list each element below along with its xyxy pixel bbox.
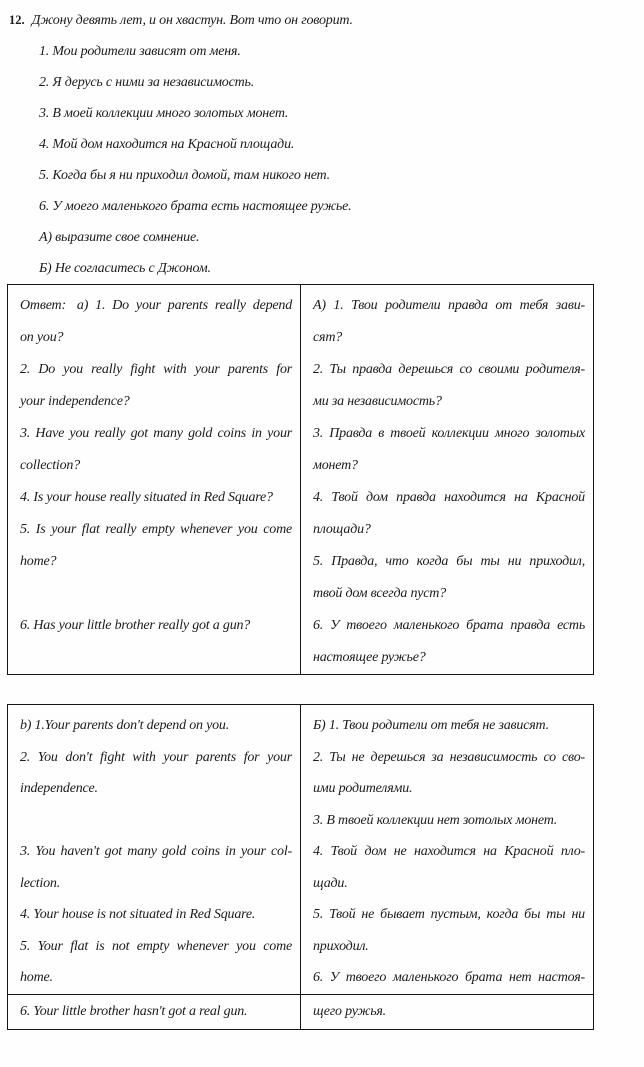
answer-label: Ответ:	[20, 298, 66, 313]
english-line: b) 1.Your parents don't depend on you.	[20, 718, 230, 733]
task-number: 12.	[9, 13, 25, 27]
english-line: lection.	[20, 875, 60, 891]
task-option-a: А) выразите свое сомнение.	[39, 230, 200, 245]
english-line: home.	[20, 970, 53, 985]
english-line: 2. You don't fight with your parents for your	[20, 749, 292, 765]
english-line: 6. Has your little brother really got a gun?	[20, 618, 251, 633]
task-item-2: 2. Я дерусь с ними за независимость.	[39, 75, 254, 90]
task-item-5: 5. Когда бы я ни приходил домой, там никого нет.	[39, 168, 330, 183]
russian-line: площади?	[313, 522, 371, 537]
english-line: collection?	[20, 458, 81, 473]
english-line: independence.	[20, 781, 98, 796]
russian-line: 5. Правда, что когда бы ты ни приходил,	[313, 554, 585, 569]
english-line: 6. Your little brother hasn't got a real gun.	[20, 1003, 248, 1019]
english-line	[20, 642, 292, 674]
task-section	[0, 0, 644, 284]
english-line: 3. You haven't got many gold coins in your col-	[20, 844, 292, 859]
table-row	[8, 994, 594, 1029]
task-option-b: Б) Не согласитесь с Джоном.	[39, 261, 211, 276]
english-line: 3. Have you really got many gold coins in your	[20, 426, 292, 441]
russian-line: 3. В твоей коллекции нет зотолых монет.	[313, 812, 558, 828]
task-item-3: 3. В моей коллекции много золотых монет.	[39, 106, 289, 121]
table-a-russian-cell	[301, 285, 594, 675]
english-line: on you?	[20, 330, 64, 345]
russian-line: настоящее ружье?	[313, 650, 426, 665]
english-line: 5. Is your flat really empty whenever you come	[20, 522, 292, 537]
english-line	[20, 578, 292, 610]
english-line	[20, 805, 292, 837]
task-item-1: 1. Мои родители зависят от меня.	[39, 44, 241, 59]
table-row	[8, 705, 594, 995]
english-line: 5. Your flat is not empty whenever you come	[20, 938, 292, 954]
russian-line: А) 1. Твои родители правда от тебя зави-	[313, 298, 585, 313]
task-statement	[0, 5, 644, 36]
task-item-6: 6. У моего маленького брата есть настоящее ружье.	[39, 199, 352, 214]
answers-table-disagree	[7, 704, 594, 1030]
english-line: 4. Your house is not situated in Red Square.	[20, 907, 256, 922]
english-line: 4. Is your house really situated in Red Square?	[20, 490, 273, 505]
russian-line: 6. У твоего маленького брата правда есть	[313, 618, 585, 633]
russian-line: щего ружья.	[313, 1003, 386, 1019]
english-line-text: а) 1. Do your parents really depend	[76, 298, 292, 313]
english-line: home?	[20, 554, 57, 569]
russian-line: Б) 1. Твои родители от тебя не зависят.	[313, 718, 549, 733]
russian-line: 5. Твой не бывает пустым, когда бы ты ни	[313, 907, 585, 922]
russian-line: твой дом всегда пуст?	[313, 586, 447, 601]
table-a-english-cell	[8, 285, 301, 675]
english-line: your independence?	[20, 394, 130, 409]
russian-line: 2. Ты не дерешься за независимость со сво-	[313, 749, 585, 765]
russian-line: 4. Твой дом правда находится на Красной	[313, 490, 585, 505]
table-b-russian-last-cell	[301, 994, 594, 1029]
answers-table-doubt	[7, 284, 594, 675]
table-b-english-cell	[8, 705, 301, 995]
table-b-russian-cell	[301, 705, 594, 995]
russian-line: щади.	[313, 875, 348, 891]
russian-line: 4. Твой дом не находится на Красной пло-	[313, 844, 585, 859]
russian-line: 6. У твоего маленького брата нет настоя-	[313, 970, 585, 985]
russian-line: ими родителями.	[313, 781, 413, 796]
task-item-4: 4. Мой дом находится на Красной площади.	[39, 137, 295, 152]
english-line	[20, 290, 292, 322]
table-row	[8, 285, 594, 675]
russian-line: 3. Правда в твоей коллекции много золотых	[313, 426, 585, 441]
russian-line: монет?	[313, 458, 358, 473]
russian-line: сят?	[313, 330, 343, 345]
task-title: Джону девять лет, и он хвастун. Вот что он говорит.	[31, 13, 353, 28]
russian-line: приходил.	[313, 938, 369, 954]
table-b-english-last-cell	[8, 994, 301, 1029]
russian-line: ми за независимость?	[313, 394, 442, 409]
english-line: 2. Do you really fight with your parents for	[20, 362, 292, 377]
russian-line: 2. Ты правда дерешься со своими родителя-	[313, 362, 585, 377]
